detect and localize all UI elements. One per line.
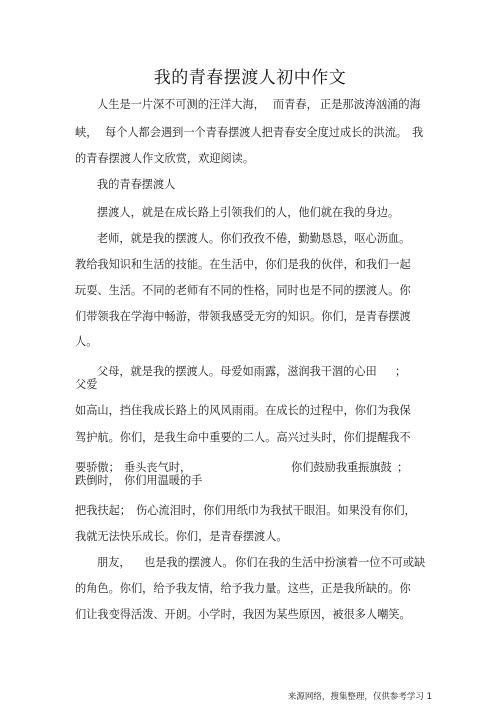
text-line: 我 (412, 126, 424, 139)
text-line: 父母，就是我的摆渡人。母爱如雨露，滋润我干涸的心田 (97, 365, 377, 378)
text-line: 你们用温暖的手 (124, 474, 203, 487)
text-line: ； (395, 365, 407, 378)
text-line: 的青春摆渡人作文欣赏，欢迎阅读。 (75, 152, 255, 165)
text-line: 我就无法快乐成长。你们，是青春摆渡人。 (75, 530, 288, 543)
text-line: 跌倒时， (75, 474, 120, 487)
text-line: 驾护航。你们，是我生命中重要的二人。高兴过头时，你们提醒我不 (75, 431, 411, 444)
document-title: 我的青春摆渡人初中作文 (153, 68, 347, 88)
text-line: 们带领我在学海中畅游，带领我感受无穷的知识。你们，是青春摆渡 (75, 310, 411, 323)
text-line: 垂头丧气时， (124, 461, 192, 474)
text-line: 父爱 (75, 378, 98, 391)
text-line: 正是那波涛汹涌的海 (320, 98, 421, 111)
text-line: 把我扶起； (75, 504, 131, 517)
text-line: 要骄傲； (75, 461, 120, 474)
text-line: 你们在我的生活中扮演着一位不可或缺 (235, 556, 426, 569)
text-line: 教给我知识和生活的技能。在生活中，你们是我的伙伴，和我们一起 (75, 258, 411, 271)
text-line: 朋友， (97, 556, 131, 569)
section-heading: 我的青春摆渡人 (97, 178, 176, 191)
text-line: 人。 (75, 335, 98, 348)
text-line: 人生是一片深不可测的汪洋大海， (97, 98, 265, 111)
text-line: 而青春， (273, 98, 318, 111)
text-line: ； (397, 461, 409, 474)
text-line: 的角色。你们，给予我友情，给予我力量。这些，正是我所缺的。你 (75, 582, 411, 595)
text-line: 峡， (75, 126, 98, 139)
text-line: 摆渡人，就是在成长路上引领我们的人，他们就在我的身边。 (97, 206, 400, 219)
text-line: 伤心流泪时，你们用纸巾为我拭干眼泪。如果没有你们， (136, 504, 416, 517)
text-line: 老师，就是我的摆渡人。你们孜孜不倦，勤勤恳恳，呕心沥血。 (97, 232, 411, 245)
text-line: 们让我变得活泼、开朗。小学时，我因为某些原因，被很多人嘲笑。 (75, 608, 411, 621)
text-line: 每个人都会遇到一个青春摆渡人把青春安全度过成长的洪流。 (105, 126, 408, 139)
text-line: 如高山，挡住我成长路上的风风雨雨。在成长的过程中，你们为我保 (75, 404, 411, 417)
text-line: 也是我的摆渡人。 (144, 556, 234, 569)
text-line: 你们鼓励我重振旗鼓 (291, 461, 392, 474)
page-footer: 来源网络，搜集整理，仅供参考学习 1 (287, 692, 432, 702)
text-line: 玩耍、生活。不同的老师有不同的性格，同时也是不同的摆渡人。你 (75, 284, 411, 297)
